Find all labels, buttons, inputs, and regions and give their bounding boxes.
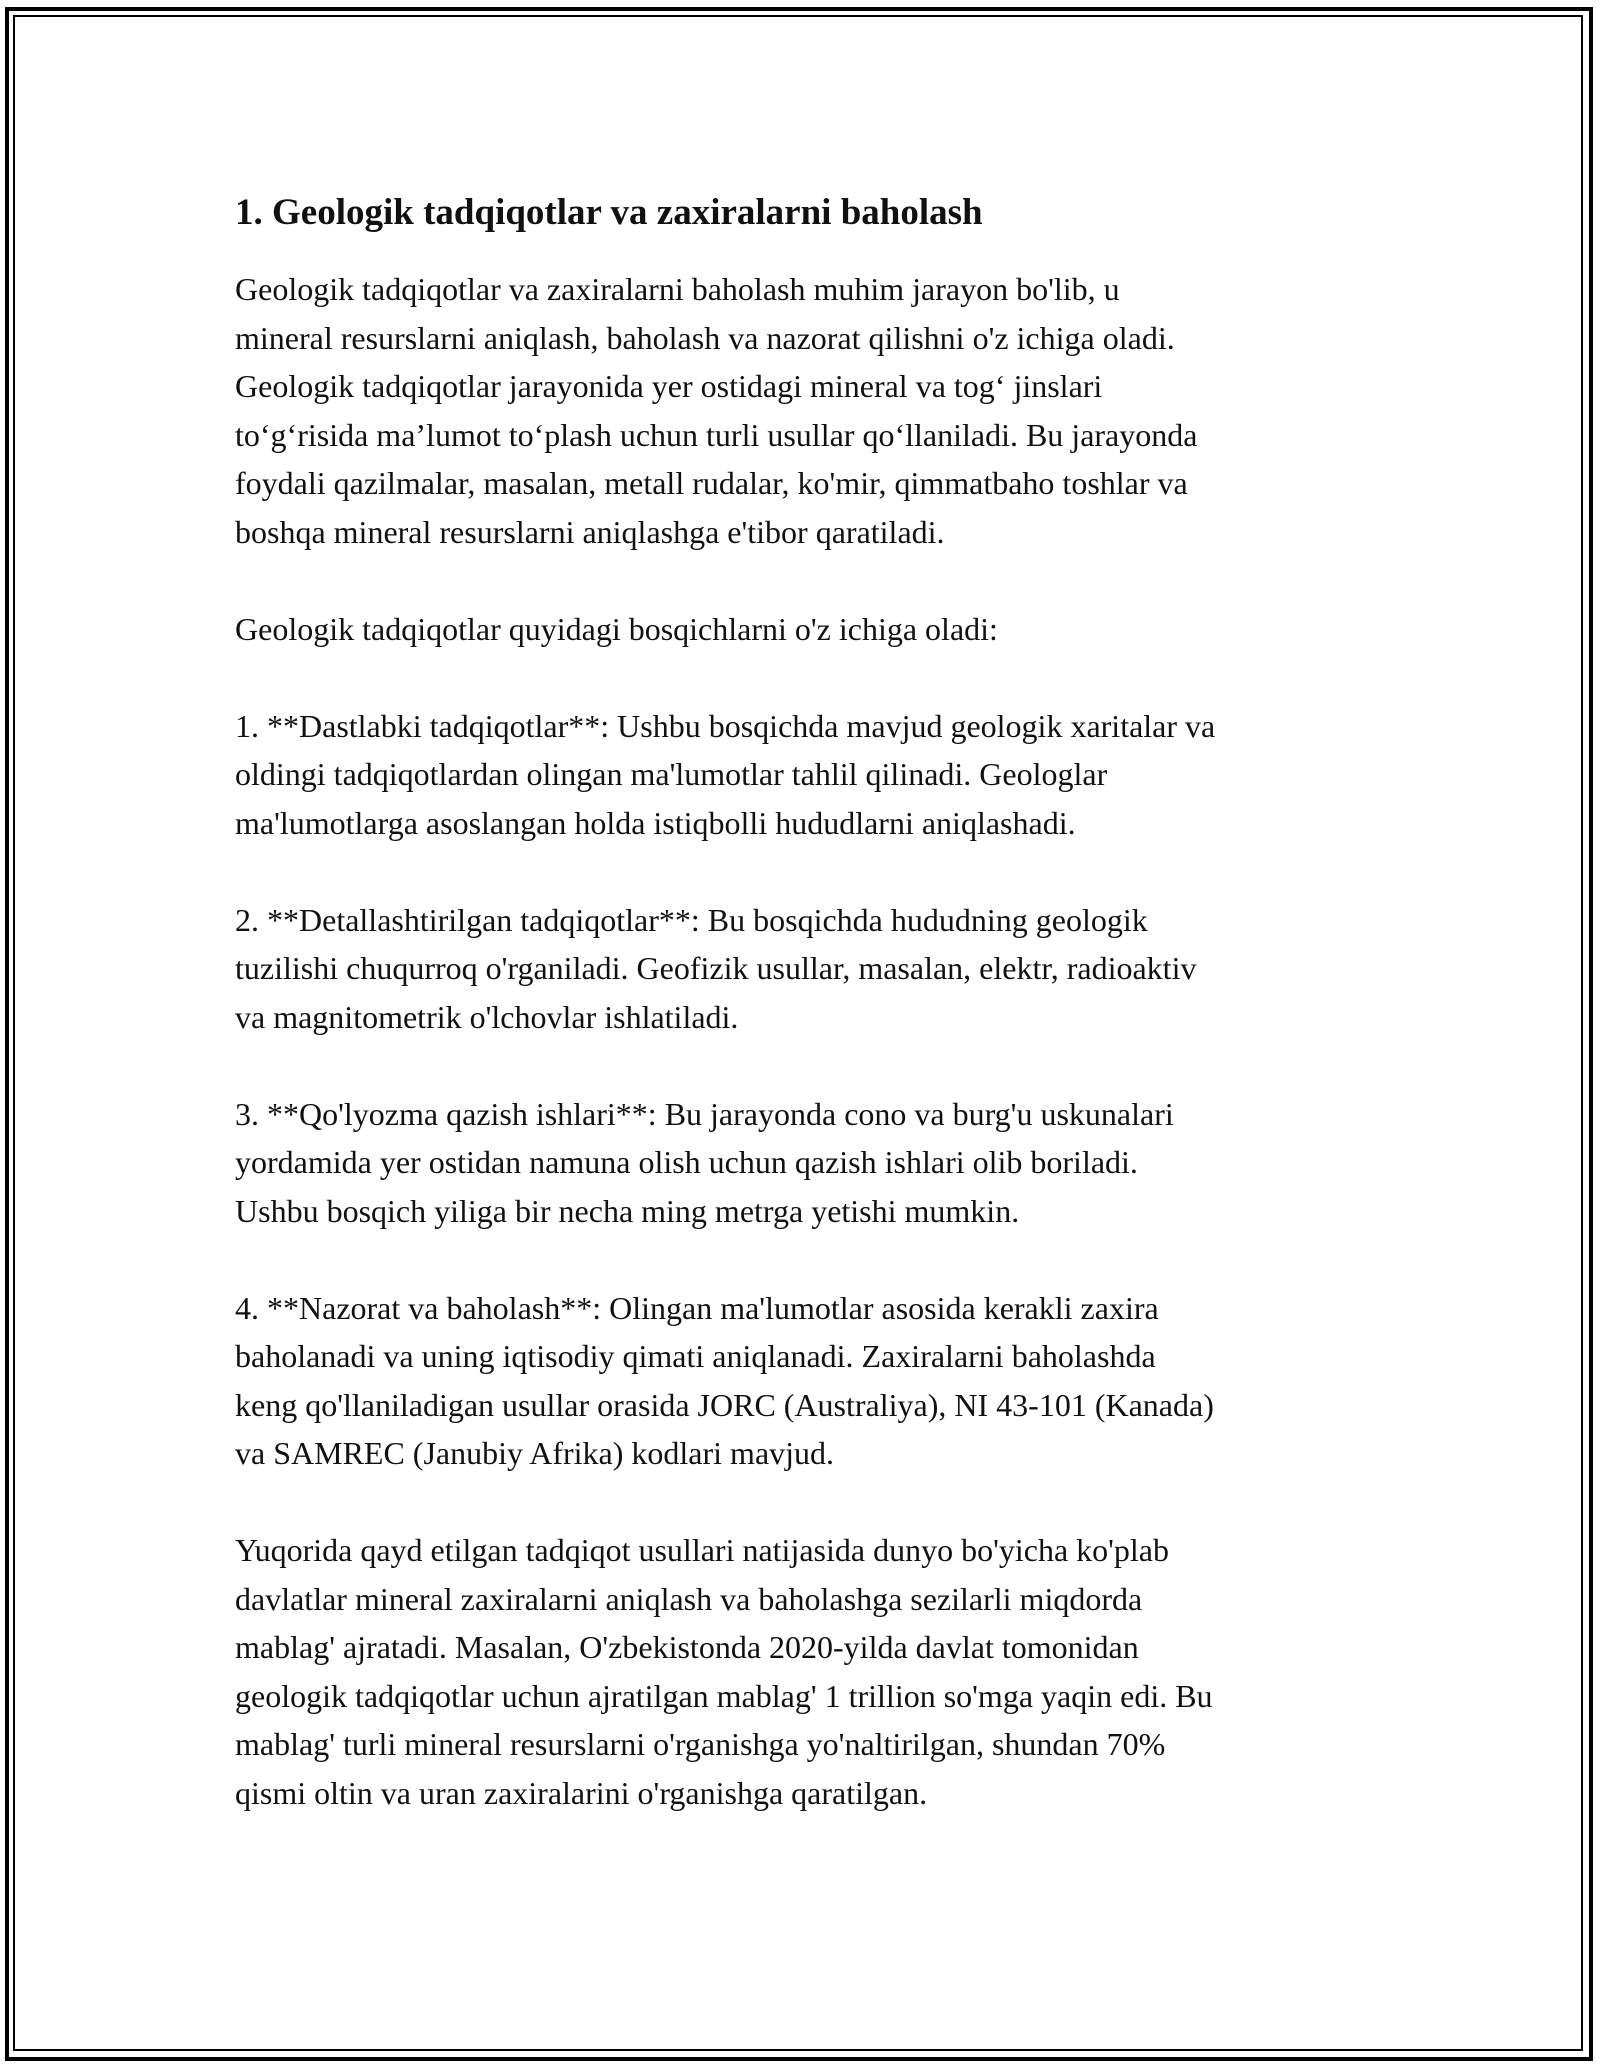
text-line: foydali qazilmalar, masalan, metall rudalar, ko'mir, qimmatbaho toshlar va [235, 465, 1188, 501]
paragraph-stage-3 [235, 1090, 1385, 1236]
text-line: to‘g‘risida ma’lumot to‘plash uchun turli usullar qo‘llaniladi. Bu jarayonda [235, 416, 1198, 453]
text-line: keng qo'llaniladigan usullar orasida JORC (Australiya), NI 43-101 (Kanada) [235, 1386, 1214, 1423]
text-line: Geologik tadqiqotlar va zaxiralarni baholash muhim jarayon bo'lib, u [235, 271, 1120, 307]
paragraph-stage-1 [235, 702, 1385, 848]
text-line: 3. **Qo'lyozma qazish ishlari**: Bu jarayonda cono va burg'u uskunalari [235, 1095, 1174, 1132]
text-line: geologik tadqiqotlar uchun ajratilgan mablag' 1 trillion so'mga yaqin edi. Bu [235, 1677, 1213, 1714]
paragraph-conclusion [235, 1526, 1385, 1817]
text-line: baholanadi va uning iqtisodiy qimati aniqlanadi. Zaxiralarni baholashda [235, 1338, 1156, 1374]
text-line: mineral resurslarni aniqlash, baholash va nazorat qilishni o'z ichiga oladi. [235, 319, 1175, 356]
text-line: Geologik tadqiqotlar jarayonida yer ostidagi mineral va tog‘ jinslari [235, 368, 1103, 404]
text-line: mablag' ajratadi. Masalan, O'zbekistonda 2020-yilda davlat tomonidan [235, 1629, 1139, 1665]
text-line: mablag' turli mineral resurslarni o'rganishga yo'naltirilgan, shundan 70% [235, 1726, 1166, 1762]
text-line: Geologik tadqiqotlar quyidagi bosqichlarni o'z ichiga oladi: [235, 610, 998, 647]
paragraph-stages-intro [235, 605, 1385, 654]
paragraph-intro [235, 265, 1385, 556]
text-line: Yuqorida qayd etilgan tadqiqot usullari natijasida dunyo bo'yicha ko'plab [235, 1532, 1169, 1568]
paragraph-stage-4 [235, 1284, 1385, 1478]
text-line: va magnitometrik o'lchovlar ishlatiladi. [235, 998, 739, 1035]
text-line: 2. **Detallashtirilgan tadqiqotlar**: Bu bosqichda hududning geologik [235, 901, 1148, 938]
text-line: yordamida yer ostidan namuna olish uchun qazish ishlari olib boriladi. [235, 1144, 1138, 1180]
text-line: qismi oltin va uran zaxiralarini o'rganishga qaratilgan. [235, 1774, 928, 1811]
text-line: oldingi tadqiqotlardan olingan ma'lumotlar tahlil qilinadi. Geologlar [235, 756, 1108, 792]
text-line: Ushbu bosqich yiliga bir necha ming metrga yetishi mumkin. [235, 1192, 1020, 1229]
text-line: 4. **Nazorat va baholash**: Olingan ma'lumotlar asosida kerakli zaxira [235, 1289, 1159, 1326]
paragraph-stage-2 [235, 896, 1385, 1042]
document-body [235, 185, 1385, 1866]
section-title: 1. Geologik tadqiqotlar va zaxiralarni baholash [235, 192, 983, 233]
text-line: tuzilishi chuqurroq o'rganiladi. Geofizik usullar, masalan, elektr, radioaktiv [235, 950, 1197, 986]
text-line: va SAMREC (Janubiy Afrika) kodlari mavjud. [235, 1435, 835, 1471]
text-line: 1. **Dastlabki tadqiqotlar**: Ushbu bosqichda mavjud geologik xaritalar va [235, 707, 1216, 744]
text-line: ma'lumotlarga asoslangan holda istiqbolli hududlarni aniqlashadi. [235, 804, 1076, 841]
text-line: davlatlar mineral zaxiralarni aniqlash va baholashga sezilarli miqdorda [235, 1580, 1143, 1617]
text-line: boshqa mineral resurslarni aniqlashga e'tibor qaratiladi. [235, 513, 945, 550]
